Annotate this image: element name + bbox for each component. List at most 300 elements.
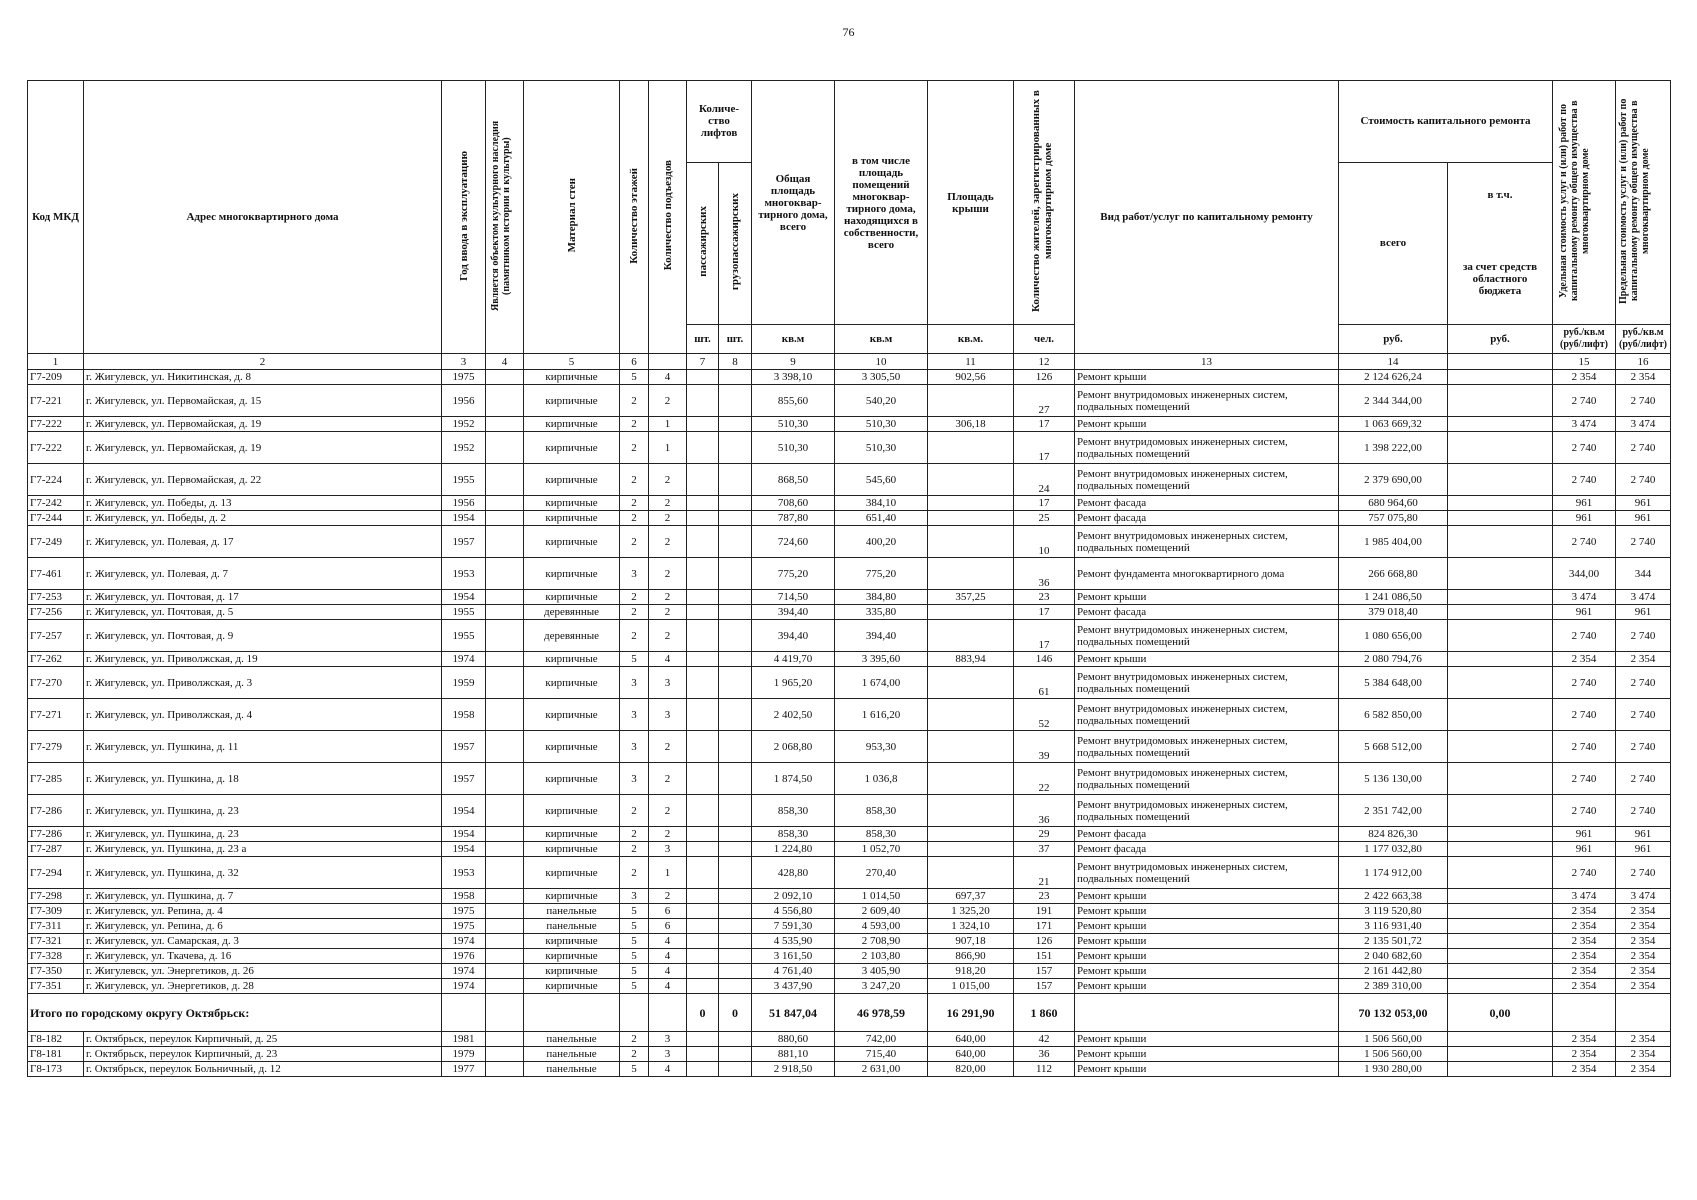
cell-code: Г7-287	[28, 842, 84, 857]
cell-work-type: Ремонт фундамента многоквартирного дома	[1075, 558, 1339, 590]
cell-heritage	[486, 558, 524, 590]
cell-residents: 126	[1014, 934, 1075, 949]
cell-address: г. Жигулевск, ул. Победы, д. 2	[84, 511, 442, 526]
cell-residents: 37	[1014, 842, 1075, 857]
cell-lifts-pass	[687, 1032, 719, 1047]
cell-walls: кирпичные	[524, 949, 620, 964]
cell-heritage	[486, 699, 524, 731]
capital-repair-table	[27, 80, 1671, 1077]
cell-walls: кирпичные	[524, 652, 620, 667]
cell-heritage	[486, 432, 524, 464]
total-roof-area: 16 291,90	[928, 994, 1014, 1032]
cell-entrances: 6	[649, 919, 687, 934]
table-row	[28, 934, 1671, 949]
cell-cost-total: 3 116 931,40	[1339, 919, 1448, 934]
total-cost-region: 0,00	[1448, 994, 1553, 1032]
cell-code: Г7-271	[28, 699, 84, 731]
column-number	[1448, 354, 1553, 370]
cell-roof-area	[928, 667, 1014, 699]
cell-heritage	[486, 511, 524, 526]
cell-limit-cost: 2 354	[1616, 964, 1671, 979]
cell-residents: 17	[1014, 417, 1075, 432]
cell-code: Г7-222	[28, 432, 84, 464]
cell-roof-area	[928, 795, 1014, 827]
cell-year: 1956	[442, 496, 486, 511]
cell-residents: 171	[1014, 919, 1075, 934]
cell-code: Г7-244	[28, 511, 84, 526]
cell-year: 1977	[442, 1062, 486, 1077]
cell-roof-area: 697,37	[928, 889, 1014, 904]
cell-floors: 3	[620, 699, 649, 731]
table-row	[28, 511, 1671, 526]
unit-pcs: шт.	[687, 325, 719, 354]
cell-floors: 2	[620, 1047, 649, 1062]
cell-cost-total: 2 344 344,00	[1339, 385, 1448, 417]
cell-unit-cost: 961	[1553, 605, 1616, 620]
cell-walls: кирпичные	[524, 511, 620, 526]
cell-residents: 17	[1014, 620, 1075, 652]
cell-year: 1981	[442, 1032, 486, 1047]
col-header-lifts-cargo: грузопассажирских	[719, 162, 752, 324]
cell-unit-cost: 3 474	[1553, 590, 1616, 605]
cell-heritage	[486, 1047, 524, 1062]
cell-code: Г7-350	[28, 964, 84, 979]
cell-address: г. Жигулевск, ул. Ткачева, д. 16	[84, 949, 442, 964]
cell-roof-area	[928, 699, 1014, 731]
cell-lifts-cargo	[719, 1032, 752, 1047]
column-number: 4	[486, 354, 524, 370]
cell-roof-area	[928, 763, 1014, 795]
cell-lifts-pass	[687, 370, 719, 385]
cell-limit-cost: 3 474	[1616, 417, 1671, 432]
cell-unit-cost: 2 354	[1553, 1032, 1616, 1047]
cell-code: Г8-181	[28, 1047, 84, 1062]
table-row	[28, 763, 1671, 795]
cell-owned-area: 2 631,00	[835, 1062, 928, 1077]
cell-code: Г7-253	[28, 590, 84, 605]
cell-address: г. Жигулевск, ул. Полевая, д. 17	[84, 526, 442, 558]
cell-limit-cost: 2 354	[1616, 1047, 1671, 1062]
cell-cost-total: 266 668,80	[1339, 558, 1448, 590]
cell-cost-region	[1448, 699, 1553, 731]
cell-floors: 2	[620, 417, 649, 432]
cell-work-type: Ремонт внутридомовых инженерных систем, подвальных помещений	[1075, 385, 1339, 417]
cell-total-area: 7 591,30	[752, 919, 835, 934]
cell-heritage	[486, 904, 524, 919]
cell-lifts-pass	[687, 511, 719, 526]
cell-address: г. Жигулевск, ул. Репина, д. 6	[84, 919, 442, 934]
cell-year: 1954	[442, 590, 486, 605]
cell-limit-cost: 961	[1616, 827, 1671, 842]
cell-residents: 36	[1014, 558, 1075, 590]
cell-floors: 2	[620, 827, 649, 842]
cell-lifts-pass	[687, 889, 719, 904]
cell-walls: панельные	[524, 1062, 620, 1077]
cell-owned-area: 400,20	[835, 526, 928, 558]
cell-code: Г7-256	[28, 605, 84, 620]
cell-limit-cost: 961	[1616, 511, 1671, 526]
cell-floors: 2	[620, 1032, 649, 1047]
cell-work-type: Ремонт крыши	[1075, 889, 1339, 904]
cell-total-area: 4 419,70	[752, 652, 835, 667]
cell-floors: 5	[620, 370, 649, 385]
cell-year: 1975	[442, 904, 486, 919]
cell-floors: 5	[620, 1062, 649, 1077]
cell-year: 1975	[442, 919, 486, 934]
cell-code: Г7-270	[28, 667, 84, 699]
cell-lifts-pass	[687, 763, 719, 795]
cell-address: г. Жигулевск, ул. Приволжская, д. 19	[84, 652, 442, 667]
table-row	[28, 620, 1671, 652]
cell-lifts-cargo	[719, 385, 752, 417]
cell-roof-area	[928, 385, 1014, 417]
cell-floors: 5	[620, 919, 649, 934]
cell-entrances: 1	[649, 857, 687, 889]
table-row	[28, 385, 1671, 417]
cell-entrances: 2	[649, 889, 687, 904]
cell-owned-area: 270,40	[835, 857, 928, 889]
cell-residents: 36	[1014, 795, 1075, 827]
cell-heritage	[486, 370, 524, 385]
cell-cost-region	[1448, 620, 1553, 652]
cell-heritage	[486, 667, 524, 699]
column-number: 11	[928, 354, 1014, 370]
cell-walls: кирпичные	[524, 731, 620, 763]
cell-year: 1979	[442, 1047, 486, 1062]
cell-floors: 2	[620, 795, 649, 827]
table-row	[28, 979, 1671, 994]
cell-cost-region	[1448, 979, 1553, 994]
cell-residents: 36	[1014, 1047, 1075, 1062]
cell-cost-total: 1 063 669,32	[1339, 417, 1448, 432]
cell-total-area: 3 161,50	[752, 949, 835, 964]
table-row	[28, 699, 1671, 731]
cell-year: 1953	[442, 558, 486, 590]
cell-lifts-cargo	[719, 667, 752, 699]
cell-roof-area: 1 325,20	[928, 904, 1014, 919]
cell-lifts-pass	[687, 526, 719, 558]
cell-walls: кирпичные	[524, 979, 620, 994]
cell-year: 1956	[442, 385, 486, 417]
cell-cost-region	[1448, 370, 1553, 385]
cell-owned-area: 742,00	[835, 1032, 928, 1047]
cell-cost-total: 1 506 560,00	[1339, 1032, 1448, 1047]
cell-cost-region	[1448, 904, 1553, 919]
table-row	[28, 605, 1671, 620]
cell-work-type: Ремонт внутридомовых инженерных систем, подвальных помещений	[1075, 432, 1339, 464]
cell-unit-cost: 2 740	[1553, 620, 1616, 652]
cell-address: г. Жигулевск, ул. Пушкина, д. 18	[84, 763, 442, 795]
cell-lifts-pass	[687, 620, 719, 652]
cell-unit-cost: 2 740	[1553, 385, 1616, 417]
col-header-code: Код МКД	[28, 81, 84, 354]
cell-walls: деревянные	[524, 605, 620, 620]
cell-entrances: 3	[649, 699, 687, 731]
cell-residents: 191	[1014, 904, 1075, 919]
cell-roof-area: 883,94	[928, 652, 1014, 667]
cell-lifts-pass	[687, 464, 719, 496]
unit-rub-sqm: руб./кв.м (руб/лифт)	[1616, 325, 1671, 354]
cell-walls: кирпичные	[524, 667, 620, 699]
cell-empty	[524, 994, 620, 1032]
cell-lifts-pass	[687, 1062, 719, 1077]
cell-lifts-pass	[687, 827, 719, 842]
cell-roof-area: 1 015,00	[928, 979, 1014, 994]
cell-walls: кирпичные	[524, 464, 620, 496]
cell-lifts-cargo	[719, 1047, 752, 1062]
cell-lifts-pass	[687, 979, 719, 994]
unit-pcs: шт.	[719, 325, 752, 354]
column-number: 16	[1616, 354, 1671, 370]
cell-empty	[442, 994, 486, 1032]
unit-rub: руб.	[1339, 325, 1448, 354]
cell-lifts-cargo	[719, 526, 752, 558]
cell-year: 1954	[442, 795, 486, 827]
cell-code: Г7-222	[28, 417, 84, 432]
cell-limit-cost: 961	[1616, 496, 1671, 511]
cell-owned-area: 3 405,90	[835, 964, 928, 979]
total-total-area: 51 847,04	[752, 994, 835, 1032]
cell-address: г. Октябрьск, переулок Кирпичный, д. 25	[84, 1032, 442, 1047]
cell-owned-area: 858,30	[835, 795, 928, 827]
table-row	[28, 1047, 1671, 1062]
cell-residents: 157	[1014, 964, 1075, 979]
cell-heritage	[486, 763, 524, 795]
cell-total-area: 428,80	[752, 857, 835, 889]
col-header-cost-region	[1448, 162, 1553, 324]
cell-code: Г7-298	[28, 889, 84, 904]
cell-unit-cost: 2 740	[1553, 731, 1616, 763]
column-number: 2	[84, 354, 442, 370]
cell-heritage	[486, 795, 524, 827]
cell-cost-region	[1448, 949, 1553, 964]
cell-cost-total: 2 422 663,38	[1339, 889, 1448, 904]
cell-cost-region	[1448, 1062, 1553, 1077]
cell-walls: кирпичные	[524, 964, 620, 979]
cell-unit-cost: 961	[1553, 842, 1616, 857]
cell-limit-cost: 2 354	[1616, 1032, 1671, 1047]
cell-unit-cost: 2 354	[1553, 964, 1616, 979]
cell-total-area: 787,80	[752, 511, 835, 526]
cell-limit-cost: 2 740	[1616, 526, 1671, 558]
table-row	[28, 370, 1671, 385]
cell-heritage	[486, 620, 524, 652]
column-number: 10	[835, 354, 928, 370]
cell-empty	[620, 994, 649, 1032]
cell-total-area: 708,60	[752, 496, 835, 511]
cell-year: 1976	[442, 949, 486, 964]
cell-entrances: 2	[649, 763, 687, 795]
cell-unit-cost: 2 740	[1553, 464, 1616, 496]
cell-unit-cost: 2 354	[1553, 370, 1616, 385]
cell-limit-cost: 2 740	[1616, 432, 1671, 464]
cell-roof-area	[928, 464, 1014, 496]
cell-residents: 42	[1014, 1032, 1075, 1047]
cell-work-type: Ремонт фасада	[1075, 496, 1339, 511]
cell-lifts-cargo	[719, 417, 752, 432]
cell-unit-cost: 2 354	[1553, 1062, 1616, 1077]
cell-cost-region	[1448, 857, 1553, 889]
cell-heritage	[486, 827, 524, 842]
cell-limit-cost: 2 740	[1616, 667, 1671, 699]
cell-walls: кирпичные	[524, 857, 620, 889]
table-row	[28, 795, 1671, 827]
cell-lifts-cargo	[719, 827, 752, 842]
cell-work-type: Ремонт фасада	[1075, 827, 1339, 842]
cell-limit-cost: 2 740	[1616, 464, 1671, 496]
cell-floors: 2	[620, 620, 649, 652]
cell-code: Г7-257	[28, 620, 84, 652]
col-header-cost-total: всего	[1339, 162, 1448, 324]
cell-floors: 2	[620, 511, 649, 526]
cell-total-area: 2 402,50	[752, 699, 835, 731]
cell-address: г. Жигулевск, ул. Приволжская, д. 3	[84, 667, 442, 699]
cell-walls: кирпичные	[524, 763, 620, 795]
cell-residents: 29	[1014, 827, 1075, 842]
cell-cost-total: 1 174 912,00	[1339, 857, 1448, 889]
cell-code: Г7-351	[28, 979, 84, 994]
cell-cost-region	[1448, 842, 1553, 857]
cell-code: Г7-294	[28, 857, 84, 889]
cell-cost-region	[1448, 652, 1553, 667]
cell-cost-total: 2 161 442,80	[1339, 964, 1448, 979]
table-row	[28, 652, 1671, 667]
table-row	[28, 919, 1671, 934]
cell-floors: 2	[620, 526, 649, 558]
cell-floors: 2	[620, 857, 649, 889]
cell-entrances: 4	[649, 652, 687, 667]
total-lifts-cargo: 0	[719, 994, 752, 1032]
cell-lifts-cargo	[719, 964, 752, 979]
table-row	[28, 964, 1671, 979]
cell-cost-total: 2 351 742,00	[1339, 795, 1448, 827]
cell-roof-area	[928, 857, 1014, 889]
cell-walls: кирпичные	[524, 432, 620, 464]
cell-lifts-cargo	[719, 496, 752, 511]
cell-address: г. Жигулевск, ул. Почтовая, д. 17	[84, 590, 442, 605]
column-number: 5	[524, 354, 620, 370]
cell-year: 1974	[442, 934, 486, 949]
cell-roof-area: 907,18	[928, 934, 1014, 949]
cell-year: 1955	[442, 605, 486, 620]
cell-owned-area: 540,20	[835, 385, 928, 417]
cell-cost-region	[1448, 590, 1553, 605]
cell-code: Г7-311	[28, 919, 84, 934]
cell-walls: кирпичные	[524, 385, 620, 417]
cell-code: Г7-286	[28, 827, 84, 842]
cell-work-type: Ремонт внутридомовых инженерных систем, подвальных помещений	[1075, 699, 1339, 731]
cell-floors: 2	[620, 432, 649, 464]
cell-total-area: 1 965,20	[752, 667, 835, 699]
cell-entrances: 2	[649, 511, 687, 526]
cell-walls: кирпичные	[524, 827, 620, 842]
cell-cost-total: 2 040 682,60	[1339, 949, 1448, 964]
col-header-work-type: Вид работ/услуг по капитальному ремонту	[1075, 81, 1339, 354]
cell-cost-total: 6 582 850,00	[1339, 699, 1448, 731]
cell-cost-total: 1 080 656,00	[1339, 620, 1448, 652]
cell-work-type: Ремонт фасада	[1075, 842, 1339, 857]
unit-people: чел.	[1014, 325, 1075, 354]
cell-cost-region	[1448, 731, 1553, 763]
cell-work-type: Ремонт внутридомовых инженерных систем, подвальных помещений	[1075, 464, 1339, 496]
cell-work-type: Ремонт крыши	[1075, 1062, 1339, 1077]
table-row	[28, 842, 1671, 857]
cell-lifts-pass	[687, 558, 719, 590]
cell-lifts-cargo	[719, 949, 752, 964]
cell-lifts-cargo	[719, 904, 752, 919]
cell-owned-area: 4 593,00	[835, 919, 928, 934]
cell-lifts-pass	[687, 795, 719, 827]
cell-heritage	[486, 417, 524, 432]
cell-floors: 2	[620, 385, 649, 417]
cell-work-type: Ремонт крыши	[1075, 370, 1339, 385]
cell-address: г. Жигулевск, ул. Энергетиков, д. 28	[84, 979, 442, 994]
cell-lifts-cargo	[719, 857, 752, 889]
cell-walls: панельные	[524, 1047, 620, 1062]
cell-heritage	[486, 385, 524, 417]
table-row	[28, 590, 1671, 605]
cell-floors: 2	[620, 842, 649, 857]
cell-owned-area: 3 395,60	[835, 652, 928, 667]
cell-year: 1952	[442, 417, 486, 432]
cell-residents: 10	[1014, 526, 1075, 558]
cell-owned-area: 384,80	[835, 590, 928, 605]
cell-heritage	[486, 964, 524, 979]
cell-total-area: 3 437,90	[752, 979, 835, 994]
cell-total-area: 724,60	[752, 526, 835, 558]
cell-owned-area: 2 708,90	[835, 934, 928, 949]
cell-limit-cost: 961	[1616, 605, 1671, 620]
cell-lifts-pass	[687, 667, 719, 699]
cell-owned-area: 3 305,50	[835, 370, 928, 385]
cell-limit-cost: 2 354	[1616, 934, 1671, 949]
cell-owned-area: 510,30	[835, 417, 928, 432]
total-lifts-pass: 0	[687, 994, 719, 1032]
table-row	[28, 827, 1671, 842]
cell-roof-area	[928, 842, 1014, 857]
cell-lifts-pass	[687, 842, 719, 857]
cell-total-area: 880,60	[752, 1032, 835, 1047]
table-row	[28, 417, 1671, 432]
table-row	[28, 731, 1671, 763]
cell-entrances: 2	[649, 731, 687, 763]
cell-residents: 39	[1014, 731, 1075, 763]
cell-roof-area	[928, 496, 1014, 511]
cell-cost-region	[1448, 763, 1553, 795]
cell-cost-region	[1448, 1047, 1553, 1062]
cell-year: 1958	[442, 889, 486, 904]
table-row	[28, 904, 1671, 919]
cell-unit-cost: 2 740	[1553, 526, 1616, 558]
cell-lifts-pass	[687, 590, 719, 605]
col-header-roof-area: Площадь крыши	[928, 81, 1014, 325]
cell-entrances: 2	[649, 496, 687, 511]
cell-cost-total: 2 379 690,00	[1339, 464, 1448, 496]
unit-rub: руб.	[1448, 325, 1553, 354]
total-row	[28, 994, 1671, 1032]
cell-total-area: 881,10	[752, 1047, 835, 1062]
cell-owned-area: 3 247,20	[835, 979, 928, 994]
cell-owned-area: 715,40	[835, 1047, 928, 1062]
cell-total-area: 855,60	[752, 385, 835, 417]
table-body	[28, 370, 1671, 1077]
cell-work-type: Ремонт внутридомовых инженерных систем, подвальных помещений	[1075, 763, 1339, 795]
cell-residents: 21	[1014, 857, 1075, 889]
cell-limit-cost: 961	[1616, 842, 1671, 857]
cell-lifts-cargo	[719, 464, 752, 496]
cell-cost-total: 757 075,80	[1339, 511, 1448, 526]
cell-walls: кирпичные	[524, 795, 620, 827]
